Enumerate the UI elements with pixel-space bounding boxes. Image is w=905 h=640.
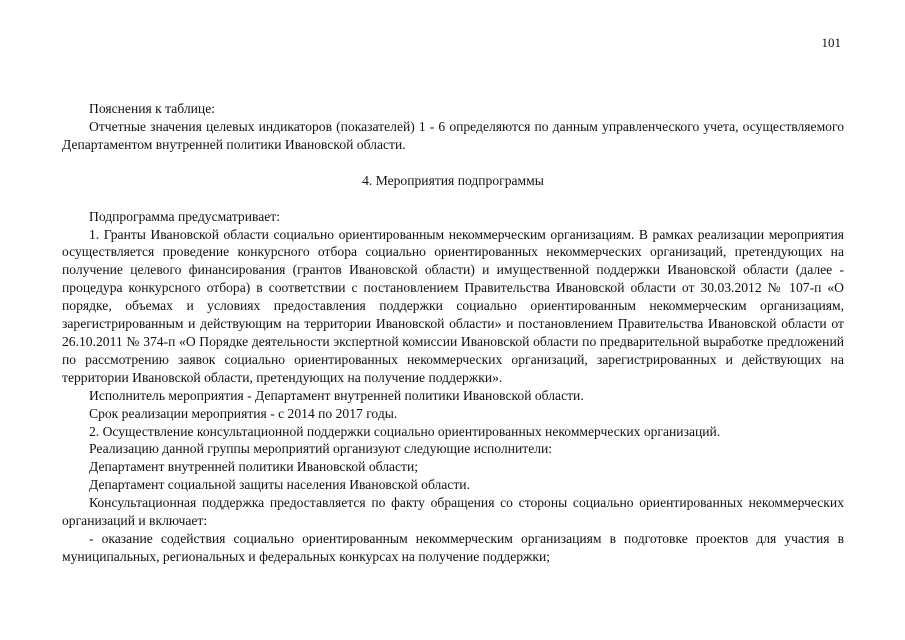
intro-paragraph: Подпрограмма предусматривает: (89, 208, 281, 224)
executor-paragraph: Исполнитель мероприятия - Департамент внутренней политики Ивановской области. (89, 387, 584, 403)
item-1-paragraph: 1. Гранты Ивановской области социально ориентированным некоммерческим организациям. В рамках реализации мероприятия осуществляется проведение конкурсного отбора социально ориентированных некоммерческих организаций, претендующих на получение целевого финансирования (грантов Ивановской области) и имущественной поддержки Ивановской области (далее - процедура конкурсного отбора) в соответствии с постановлением Правительства Ивановской области от 30.03.2012 № 107-п «О порядке, объемах и условиях предоставления поддержки социально ориентированным некоммерческим организациям, зарегистрированным и действующим на территории Ивановской области» и постановлением Правительства Ивановской области от 26.10.2011 № 374-п «О Порядке деятельности экспертной комиссии Ивановской области по предварительной выработке предложений по рассмотрению заявок социально ориентированных некоммерческих организаций, зарегистрированных и действующих на территории Ивановской области, претендующих на получение поддержки». (62, 226, 844, 385)
bullet-1-paragraph: - оказание содействия социально ориентированным некоммерческим организациям в подготовке проектов для участия в муниципальных, региональных и федеральных конкурсах на получение поддержки; (62, 530, 844, 564)
page-number: 101 (821, 35, 841, 50)
department-1-paragraph: Департамент внутренней политики Ивановской области; (89, 459, 419, 475)
consulting-paragraph: Консультационная поддержка предоставляется по факту обращения со стороны социально ориентированных некоммерческих организаций и включает: (62, 495, 844, 529)
implementation-paragraph: Реализацию данной группы мероприятий организуют следующие исполнители: (89, 441, 553, 457)
document-body (62, 100, 844, 566)
item-2-paragraph: 2. Осуществление консультационной поддержки социально ориентированных некоммерческих организаций. (89, 423, 721, 439)
notes-title: Пояснения к таблице: (89, 101, 216, 116)
term-paragraph: Срок реализации мероприятия - с 2014 по 2017 годы. (89, 405, 398, 421)
notes-paragraph: Отчетные значения целевых индикаторов (показателей) 1 - 6 определяются по данным управленческого учета, осуществляемого Департаментом внутренней политики Ивановской области. (62, 118, 844, 152)
department-2-paragraph: Департамент социальной защиты населения Ивановской области. (89, 477, 470, 493)
section-heading: 4. Мероприятия подпрограммы (362, 172, 544, 188)
